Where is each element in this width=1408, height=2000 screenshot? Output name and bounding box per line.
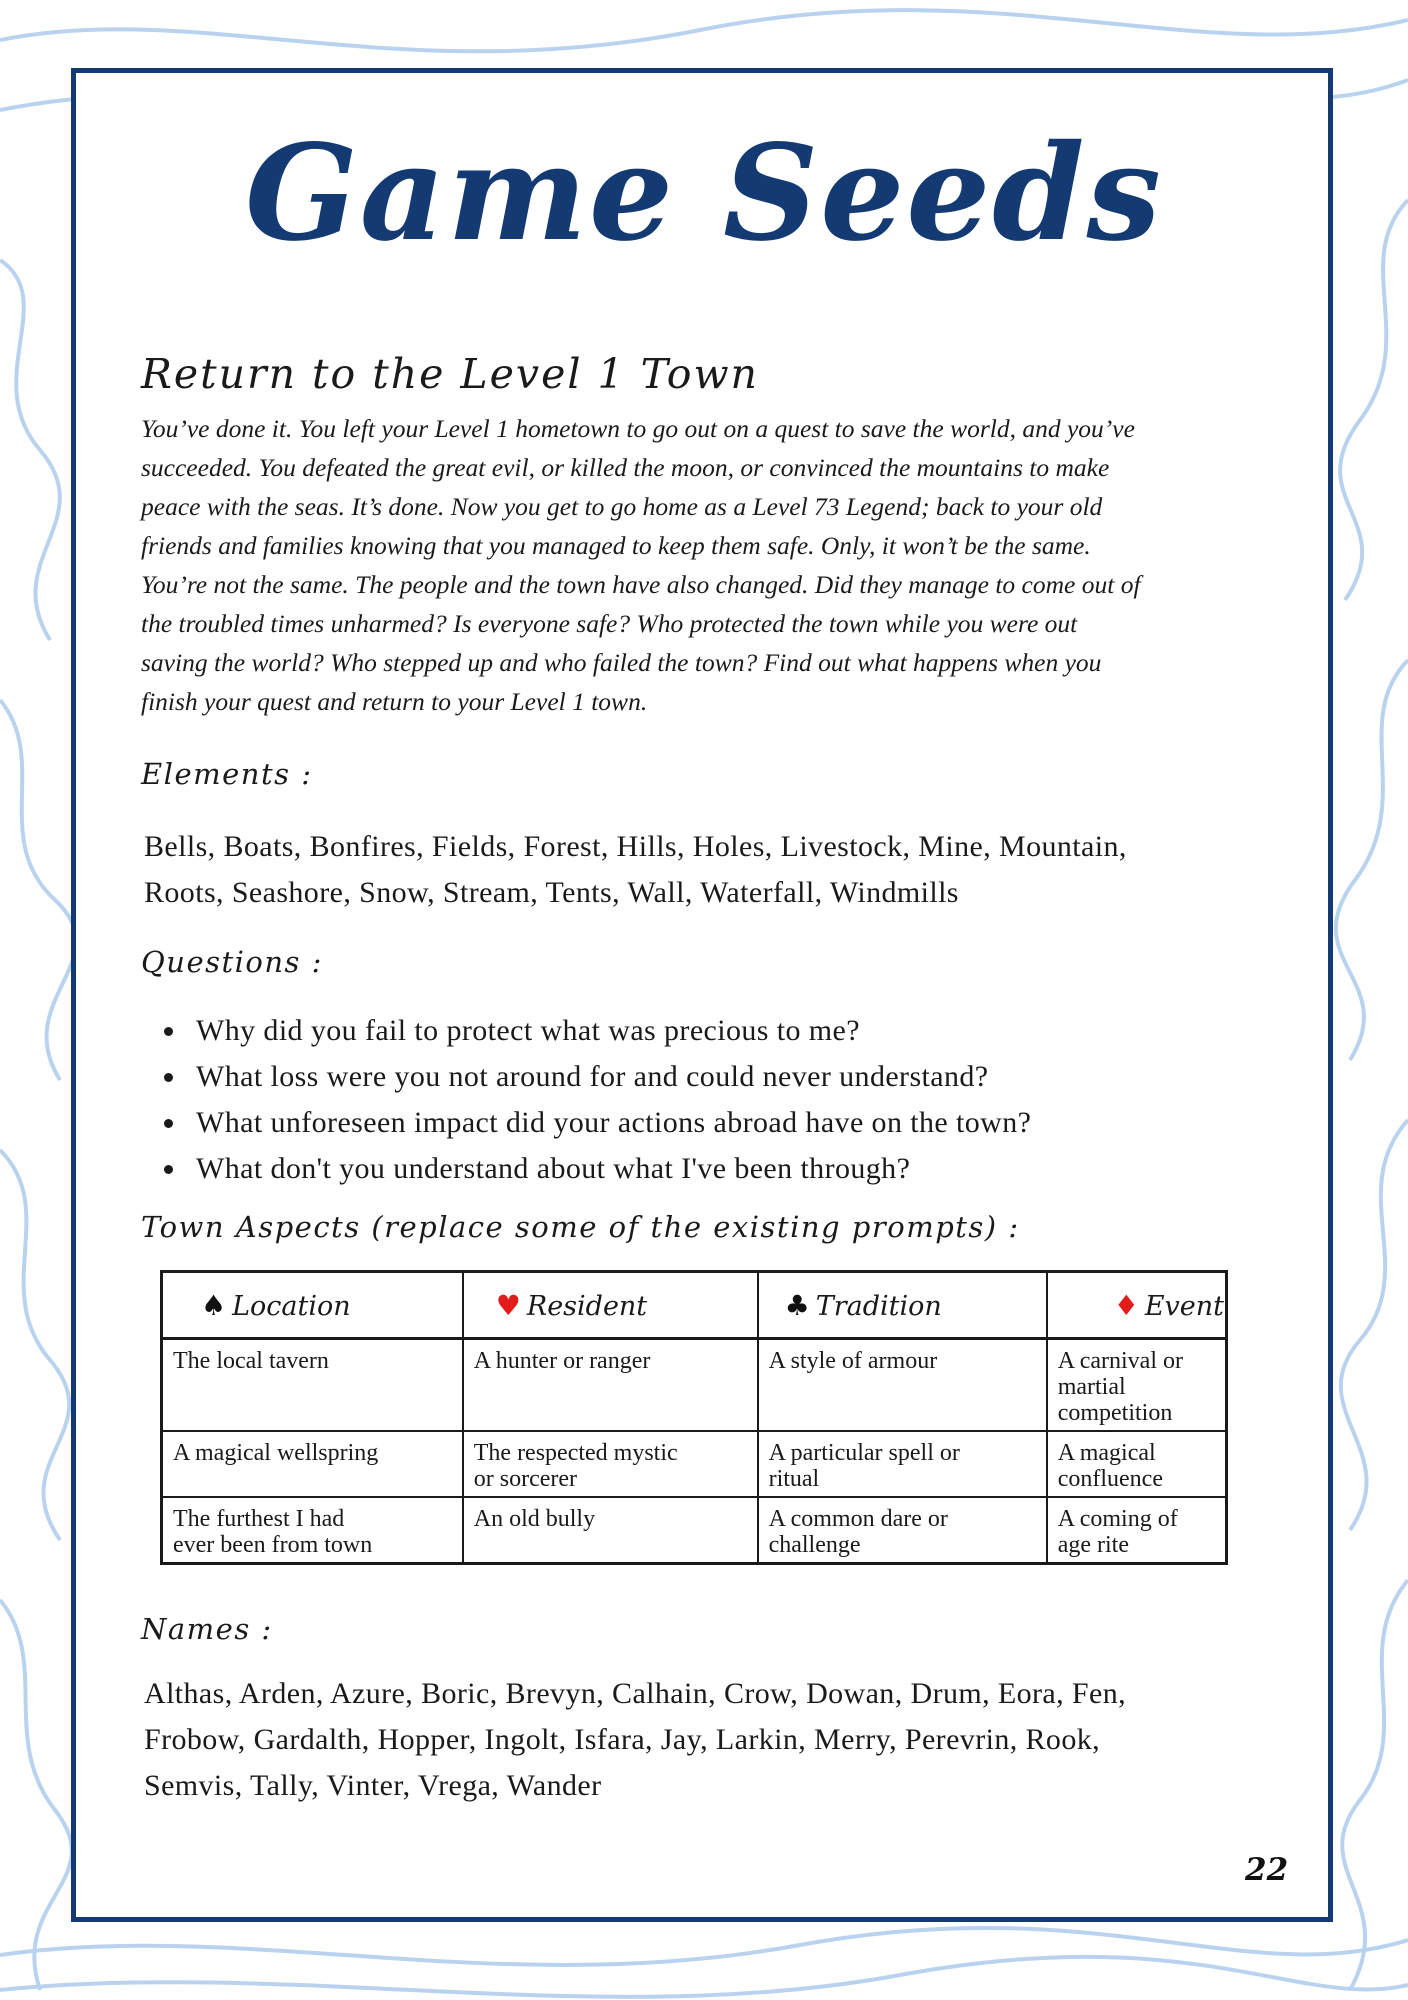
- questions-list: [160, 1008, 1260, 1192]
- names-list: [144, 1671, 1294, 1809]
- column-header-location: ♠ Location: [162, 1272, 463, 1339]
- names-line: Frobow, Gardalth, Hopper, Ingolt, Isfara, Jay, Larkin, Merry, Perevrin, Rook,: [144, 1723, 1101, 1756]
- town-aspects-table: [160, 1270, 1228, 1565]
- intro-line: the troubled times unharmed? Is everyone safe? Who protected the town while you were out: [141, 609, 1078, 638]
- table-cell: A style of armour: [758, 1339, 1047, 1432]
- elements-list: [144, 824, 1294, 916]
- table-cell: A particular spell or ritual: [758, 1431, 1047, 1497]
- column-header-tradition: ♣ Tradition: [758, 1272, 1047, 1339]
- page-number: 22: [1245, 1852, 1289, 1888]
- page-title: Game Seeds: [245, 116, 1163, 271]
- list-item: What don't you understand about what I've been through?: [160, 1146, 1260, 1192]
- list-item: What loss were you not around for and could never understand?: [160, 1054, 1260, 1100]
- column-header-event: ♦ Event: [1047, 1272, 1227, 1339]
- elements-heading: Elements :: [141, 757, 313, 791]
- table-cell: A carnival or martial competition: [1047, 1339, 1227, 1432]
- table-cell: A magical wellspring: [162, 1431, 463, 1497]
- table-row: [162, 1339, 1227, 1432]
- names-line: Semvis, Tally, Vinter, Vrega, Wander: [144, 1769, 602, 1802]
- list-item: What unforeseen impact did your actions abroad have on the town?: [160, 1100, 1260, 1146]
- bullet-icon: [164, 1165, 173, 1174]
- intro-line: finish your quest and return to your Level 1 town.: [141, 687, 648, 716]
- intro-line: peace with the seas. It’s done. Now you get to go home as a Level 73 Legend; back to your old: [141, 492, 1103, 521]
- table-cell: The furthest I had ever been from town: [162, 1497, 463, 1564]
- intro-line: You’re not the same. The people and the town have also changed. Did they manage to come out of: [141, 570, 1141, 599]
- table-cell: A coming of age rite: [1047, 1497, 1227, 1564]
- table-header-row: [162, 1272, 1227, 1339]
- table-cell: A magical confluence: [1047, 1431, 1227, 1497]
- seed-intro: [141, 409, 1281, 721]
- bullet-icon: [164, 1027, 173, 1036]
- spade-icon: ♠: [201, 1288, 227, 1322]
- table-cell: The local tavern: [162, 1339, 463, 1432]
- table-cell: An old bully: [463, 1497, 758, 1564]
- intro-line: You’ve done it. You left your Level 1 hometown to go out on a quest to save the world, and you’ve: [141, 414, 1135, 443]
- diamond-icon: ♦: [1113, 1288, 1139, 1322]
- seed-title: Return to the Level 1 Town: [141, 350, 759, 398]
- table-cell: The respected mystic or sorcerer: [463, 1431, 758, 1497]
- bullet-icon: [164, 1119, 173, 1128]
- intro-line: friends and families knowing that you managed to keep them safe. Only, it won’t be the same.: [141, 531, 1091, 560]
- intro-line: succeeded. You defeated the great evil, or killed the moon, or convinced the mountains to make: [141, 453, 1110, 482]
- table-row: [162, 1497, 1227, 1564]
- town-aspects-heading: Town Aspects (replace some of the existing prompts) :: [141, 1210, 1020, 1244]
- list-item: Why did you fail to protect what was precious to me?: [160, 1008, 1260, 1054]
- table-row: [162, 1431, 1227, 1497]
- elements-line: Bells, Boats, Bonfires, Fields, Forest, Hills, Holes, Livestock, Mine, Mountain,: [144, 830, 1127, 863]
- intro-line: saving the world? Who stepped up and who failed the town? Find out what happens when you: [141, 648, 1102, 677]
- table-cell: A common dare or challenge: [758, 1497, 1047, 1564]
- heart-icon: ♥: [495, 1288, 521, 1322]
- questions-heading: Questions :: [141, 945, 323, 979]
- column-header-resident: ♥ Resident: [463, 1272, 758, 1339]
- club-icon: ♣: [784, 1288, 810, 1322]
- table-cell: A hunter or ranger: [463, 1339, 758, 1432]
- names-heading: Names :: [141, 1612, 273, 1646]
- elements-line: Roots, Seashore, Snow, Stream, Tents, Wall, Waterfall, Windmills: [144, 876, 959, 909]
- names-line: Althas, Arden, Azure, Boric, Brevyn, Calhain, Crow, Dowan, Drum, Eora, Fen,: [144, 1677, 1127, 1710]
- bullet-icon: [164, 1073, 173, 1082]
